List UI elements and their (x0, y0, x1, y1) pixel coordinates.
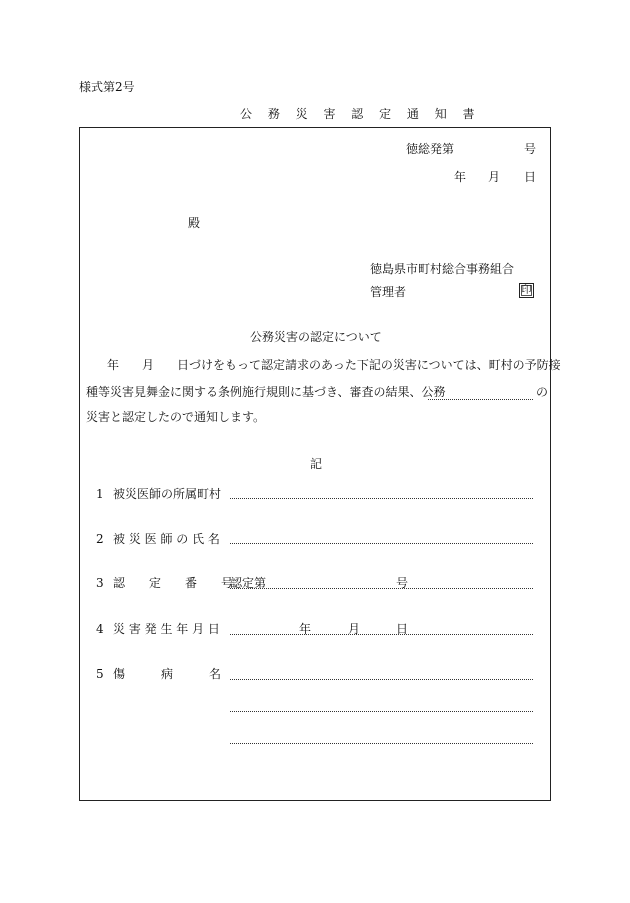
item-5-field-line1 (230, 679, 533, 680)
item-5-label: 傷 病 名 (113, 667, 222, 681)
reference-suffix: 号 (524, 142, 537, 156)
item-3-suffix: 号 (396, 576, 409, 590)
date-year: 年 (454, 170, 467, 184)
body-line1-year: 年 (107, 358, 120, 372)
date-month: 月 (488, 170, 501, 184)
body-line2-blank (428, 399, 533, 400)
body-line1-rest: 日づけをもって認定請求のあった下記の災害については、町村の予防接 (177, 358, 561, 372)
sender-title: 管理者 (370, 285, 407, 299)
document-title: 公 務 災 害 認 定 通 知 書 (240, 107, 481, 121)
item-4-number: 4 (96, 622, 104, 636)
item-4-label: 災 害 発 生 年 月 日 (113, 622, 220, 636)
addressee-honorific: 殿 (188, 216, 201, 230)
sender-organization: 徳島県市町村総合事務組合 (370, 262, 515, 276)
item-3-prefix: 認定第 (230, 576, 267, 590)
item-1-number: 1 (96, 487, 104, 501)
item-3-field (230, 588, 533, 589)
item-3-label: 認 定 番 号 (113, 576, 234, 590)
body-line2-end: の (536, 385, 549, 399)
item-4-day: 日 (396, 622, 409, 636)
item-1-label: 被災医師の所属町村 (113, 487, 222, 501)
item-1-field (230, 498, 533, 499)
body-line1-month: 月 (142, 358, 155, 372)
date-day: 日 (524, 170, 537, 184)
reference-prefix: 徳総発第 (406, 142, 455, 156)
item-2-field (230, 543, 533, 544)
item-5-number: 5 (96, 667, 104, 681)
item-5-field-line2 (230, 711, 533, 712)
item-5-field-line3 (230, 743, 533, 744)
form-number: 様式第2号 (79, 80, 135, 94)
item-3-number: 3 (96, 576, 104, 590)
item-4-month: 月 (348, 622, 361, 636)
seal-text: 印 (521, 285, 532, 296)
item-4-year: 年 (299, 622, 312, 636)
item-2-number: 2 (96, 532, 104, 546)
ki-label: 記 (310, 457, 323, 471)
body-line2-text: 種等災害見舞金に関する条例施行規則に基づき、審査の結果、公務 (86, 385, 446, 399)
seal-stamp (519, 283, 534, 298)
body-line3-text: 災害と認定したので通知します。 (86, 410, 266, 424)
item-4-field (230, 634, 533, 635)
item-2-label: 被 災 医 師 の 氏 名 (113, 532, 220, 546)
subject-heading: 公務災害の認定について (250, 330, 382, 344)
